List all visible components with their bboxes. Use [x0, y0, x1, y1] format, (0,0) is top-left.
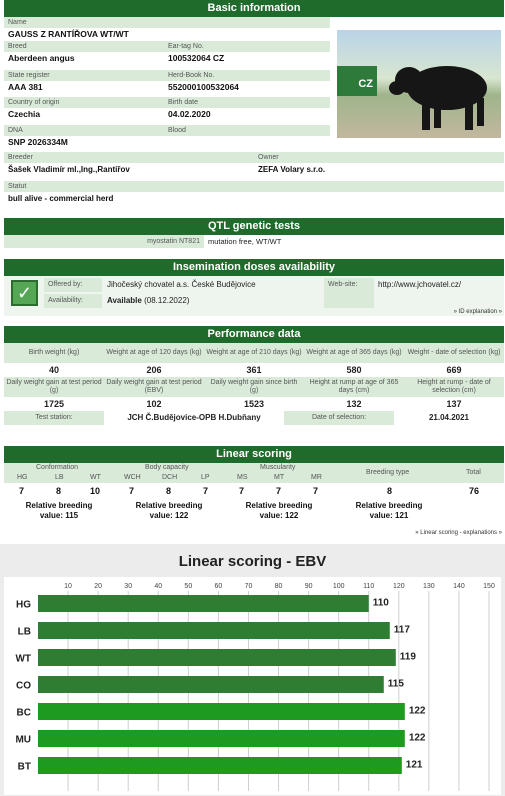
name-label: Name — [4, 17, 330, 28]
category-label: LB — [17, 626, 31, 638]
perf-value: 1725 — [43, 399, 65, 409]
bar-wt — [38, 649, 396, 666]
bull-photo — [337, 30, 501, 138]
category-label: BT — [17, 761, 31, 773]
category-label: MU — [15, 734, 31, 746]
owner-value: ZEFA Volary s.r.o. — [258, 165, 326, 174]
code-ms: MS — [237, 474, 248, 481]
score-breeding-type: 8 — [387, 486, 393, 496]
basic-info-section — [4, 0, 504, 210]
name-value: GAUSS Z RANTÍŘOVA WT/WT — [8, 29, 129, 39]
dna-value: SNP 2026334M — [8, 137, 68, 147]
linear-scoring-section — [4, 446, 504, 542]
perf-label: Daily weight gain at test period (EBV) — [104, 377, 204, 397]
perf-label: Height at rump - date of selection (cm) — [404, 377, 504, 397]
x-tick-label: 60 — [214, 583, 223, 590]
perf-value: 40 — [48, 365, 59, 375]
rbv-body-capacity: 122 — [175, 511, 189, 520]
availability-value: Available — [107, 296, 142, 305]
qtl-header: QTL genetic tests — [4, 218, 504, 235]
rbv-muscularity: 122 — [285, 511, 299, 520]
breeder-value: Šašek Vladimír ml.,Ing.,Rantířov — [8, 165, 130, 174]
code-lb: LB — [55, 474, 64, 481]
country-value: Czechia — [8, 109, 41, 119]
bull-silhouette-icon — [337, 30, 501, 138]
perf-label: Weight at age of 365 days (kg) — [304, 343, 404, 363]
linear-explanations-link[interactable]: » Linear scoring - explanations » — [415, 530, 502, 536]
rbv-label: Relative breeding value: — [245, 501, 313, 520]
x-tick-label: 40 — [154, 583, 163, 590]
perf-value: 580 — [346, 365, 362, 375]
bar-hg — [38, 595, 369, 612]
ebv-chart-area — [0, 544, 505, 796]
x-tick-label: 140 — [453, 583, 465, 590]
x-tick-label: 80 — [274, 583, 283, 590]
score-mr: 7 — [313, 486, 319, 496]
perf-value: 206 — [146, 365, 162, 375]
offered-by-value: Jihočeský chovatel a.s. České Budějovice — [107, 280, 256, 289]
website-link[interactable]: http://www.jchovatel.cz/ — [378, 280, 462, 289]
ebv-bar-chart — [4, 577, 501, 795]
test-station-label: Test station: — [4, 411, 104, 425]
category-label: CO — [16, 680, 31, 692]
perf-value: 361 — [246, 365, 262, 375]
code-dch: DCH — [162, 474, 178, 481]
code-hg: HG — [17, 474, 28, 481]
perf-label: Weight at age of 210 days (kg) — [204, 343, 304, 363]
code-wch: WCH — [124, 474, 141, 481]
birth-date-label: Birth date — [164, 97, 330, 108]
x-tick-label: 90 — [304, 583, 313, 590]
x-tick-label: 100 — [332, 583, 345, 590]
availability-date: (08.12.2022) — [144, 296, 190, 305]
eartag-label: Ear-tag No. — [164, 41, 330, 52]
rbv-breeding-type: 121 — [395, 511, 409, 520]
id-explanation-link[interactable]: » ID explanation » — [453, 309, 502, 315]
x-tick-label: 20 — [94, 583, 103, 590]
selection-date-value: 21.04.2021 — [428, 413, 470, 422]
code-wt: WT — [90, 474, 101, 481]
x-tick-label: 150 — [483, 583, 495, 590]
value-label: 122 — [408, 705, 426, 717]
myostatin-label: myostatin NT821 — [4, 235, 204, 248]
state-register-label: State register — [4, 70, 164, 81]
category-label: WT — [15, 653, 31, 665]
score-total: 76 — [469, 486, 480, 496]
score-ms: 7 — [239, 486, 245, 496]
group-body-capacity: Body capacity — [145, 464, 189, 471]
score-lp: 7 — [203, 486, 209, 496]
code-lp: LP — [201, 474, 210, 481]
perf-label: Birth weight (kg) — [4, 343, 104, 363]
perf-value: 669 — [446, 365, 462, 375]
score-dch: 8 — [166, 486, 172, 496]
bar-lb — [38, 622, 390, 639]
category-label: HG — [16, 599, 31, 611]
score-lb: 8 — [56, 486, 62, 496]
value-label: 121 — [405, 759, 423, 771]
eartag-value: 100532064 CZ — [168, 53, 225, 63]
checkmark-icon: ✓ — [11, 280, 38, 306]
perf-value: 102 — [146, 399, 162, 409]
score-mt: 7 — [276, 486, 282, 496]
breeder-label: Breeder — [4, 152, 254, 163]
x-tick-label: 30 — [124, 583, 133, 590]
x-tick-label: 50 — [184, 583, 193, 590]
bar-bt — [38, 757, 402, 774]
performance-section — [4, 326, 504, 438]
value-label: 110 — [372, 597, 389, 609]
myostatin-value: mutation free, WT/WT — [208, 237, 282, 246]
chart-title: Linear scoring - EBV — [178, 553, 327, 570]
group-muscularity: Muscularity — [260, 464, 296, 471]
perf-value: 132 — [346, 399, 362, 409]
offered-by-label: Offered by: — [44, 278, 102, 292]
insemination-header: Insemination doses availability — [4, 259, 504, 276]
perf-value: 137 — [446, 399, 462, 409]
test-station-value: JCH Č.Budějovice-OPB H.Dubňany — [127, 413, 261, 422]
bar-mu — [38, 730, 405, 747]
blood-label: Blood — [164, 125, 330, 136]
qtl-section — [4, 218, 504, 250]
status-label: Statut — [4, 181, 504, 192]
breed-label: Breed — [4, 41, 164, 52]
country-label: Country of origin — [4, 97, 164, 108]
photo-banner: CZ — [337, 66, 377, 96]
rbv-conformation: 115 — [65, 511, 79, 520]
perf-label: Height at rump at age of 365 days (cm) — [304, 377, 404, 397]
birth-date-value: 04.02.2020 — [168, 109, 211, 119]
value-label: 119 — [399, 651, 416, 663]
score-wt: 10 — [90, 486, 101, 496]
linear-scoring-header: Linear scoring — [4, 446, 504, 463]
bar-co — [38, 676, 384, 693]
x-tick-label: 70 — [244, 583, 253, 590]
value-label: 117 — [393, 624, 410, 636]
value-label: 122 — [408, 732, 426, 744]
bar-bc — [38, 703, 405, 720]
x-tick-label: 130 — [423, 583, 435, 590]
blood-value — [164, 136, 330, 149]
perf-label: Daily weight gain at test period (g) — [4, 377, 104, 397]
x-tick-label: 10 — [64, 583, 72, 590]
group-total: Total — [466, 469, 481, 476]
group-conformation: Conformation — [36, 464, 79, 471]
rbv-label: Relative breeding value: — [355, 501, 423, 520]
owner-label: Owner — [254, 152, 504, 163]
herdbook-value: 552000100532064 — [168, 82, 239, 92]
value-label: 115 — [387, 678, 404, 690]
dna-label: DNA — [4, 125, 164, 136]
herdbook-label: Herd-Book No. — [164, 70, 330, 81]
x-tick-label: 120 — [392, 583, 405, 590]
availability-label: Availability: — [44, 294, 102, 308]
code-mt: MT — [274, 474, 285, 481]
status-value: bull alive - commercial herd — [8, 194, 114, 203]
perf-label: Weight at age of 120 days (kg) — [104, 343, 204, 363]
website-label: Web-site: — [324, 278, 374, 308]
rbv-label: Relative breeding value: — [135, 501, 203, 520]
code-mr: MR — [311, 474, 322, 481]
score-wch: 7 — [129, 486, 135, 496]
performance-header: Performance data — [4, 326, 504, 343]
selection-date-label: Date of selection: — [284, 411, 394, 425]
rbv-label: Relative breeding value: — [25, 501, 93, 520]
basic-info-header: Basic information — [4, 0, 504, 17]
score-hg: 7 — [19, 486, 25, 496]
breed-value: Aberdeen angus — [8, 53, 75, 63]
category-label: BC — [16, 707, 31, 719]
state-register-value: AAA 381 — [8, 82, 43, 92]
group-breeding-type: Breeding type — [366, 469, 410, 476]
insemination-section — [4, 259, 504, 319]
x-tick-label: 110 — [363, 583, 375, 590]
perf-value: 1523 — [243, 399, 265, 409]
perf-label: Daily weight gain since birth (g) — [204, 377, 304, 397]
perf-label: Weight - date of selection (kg) — [404, 343, 504, 363]
